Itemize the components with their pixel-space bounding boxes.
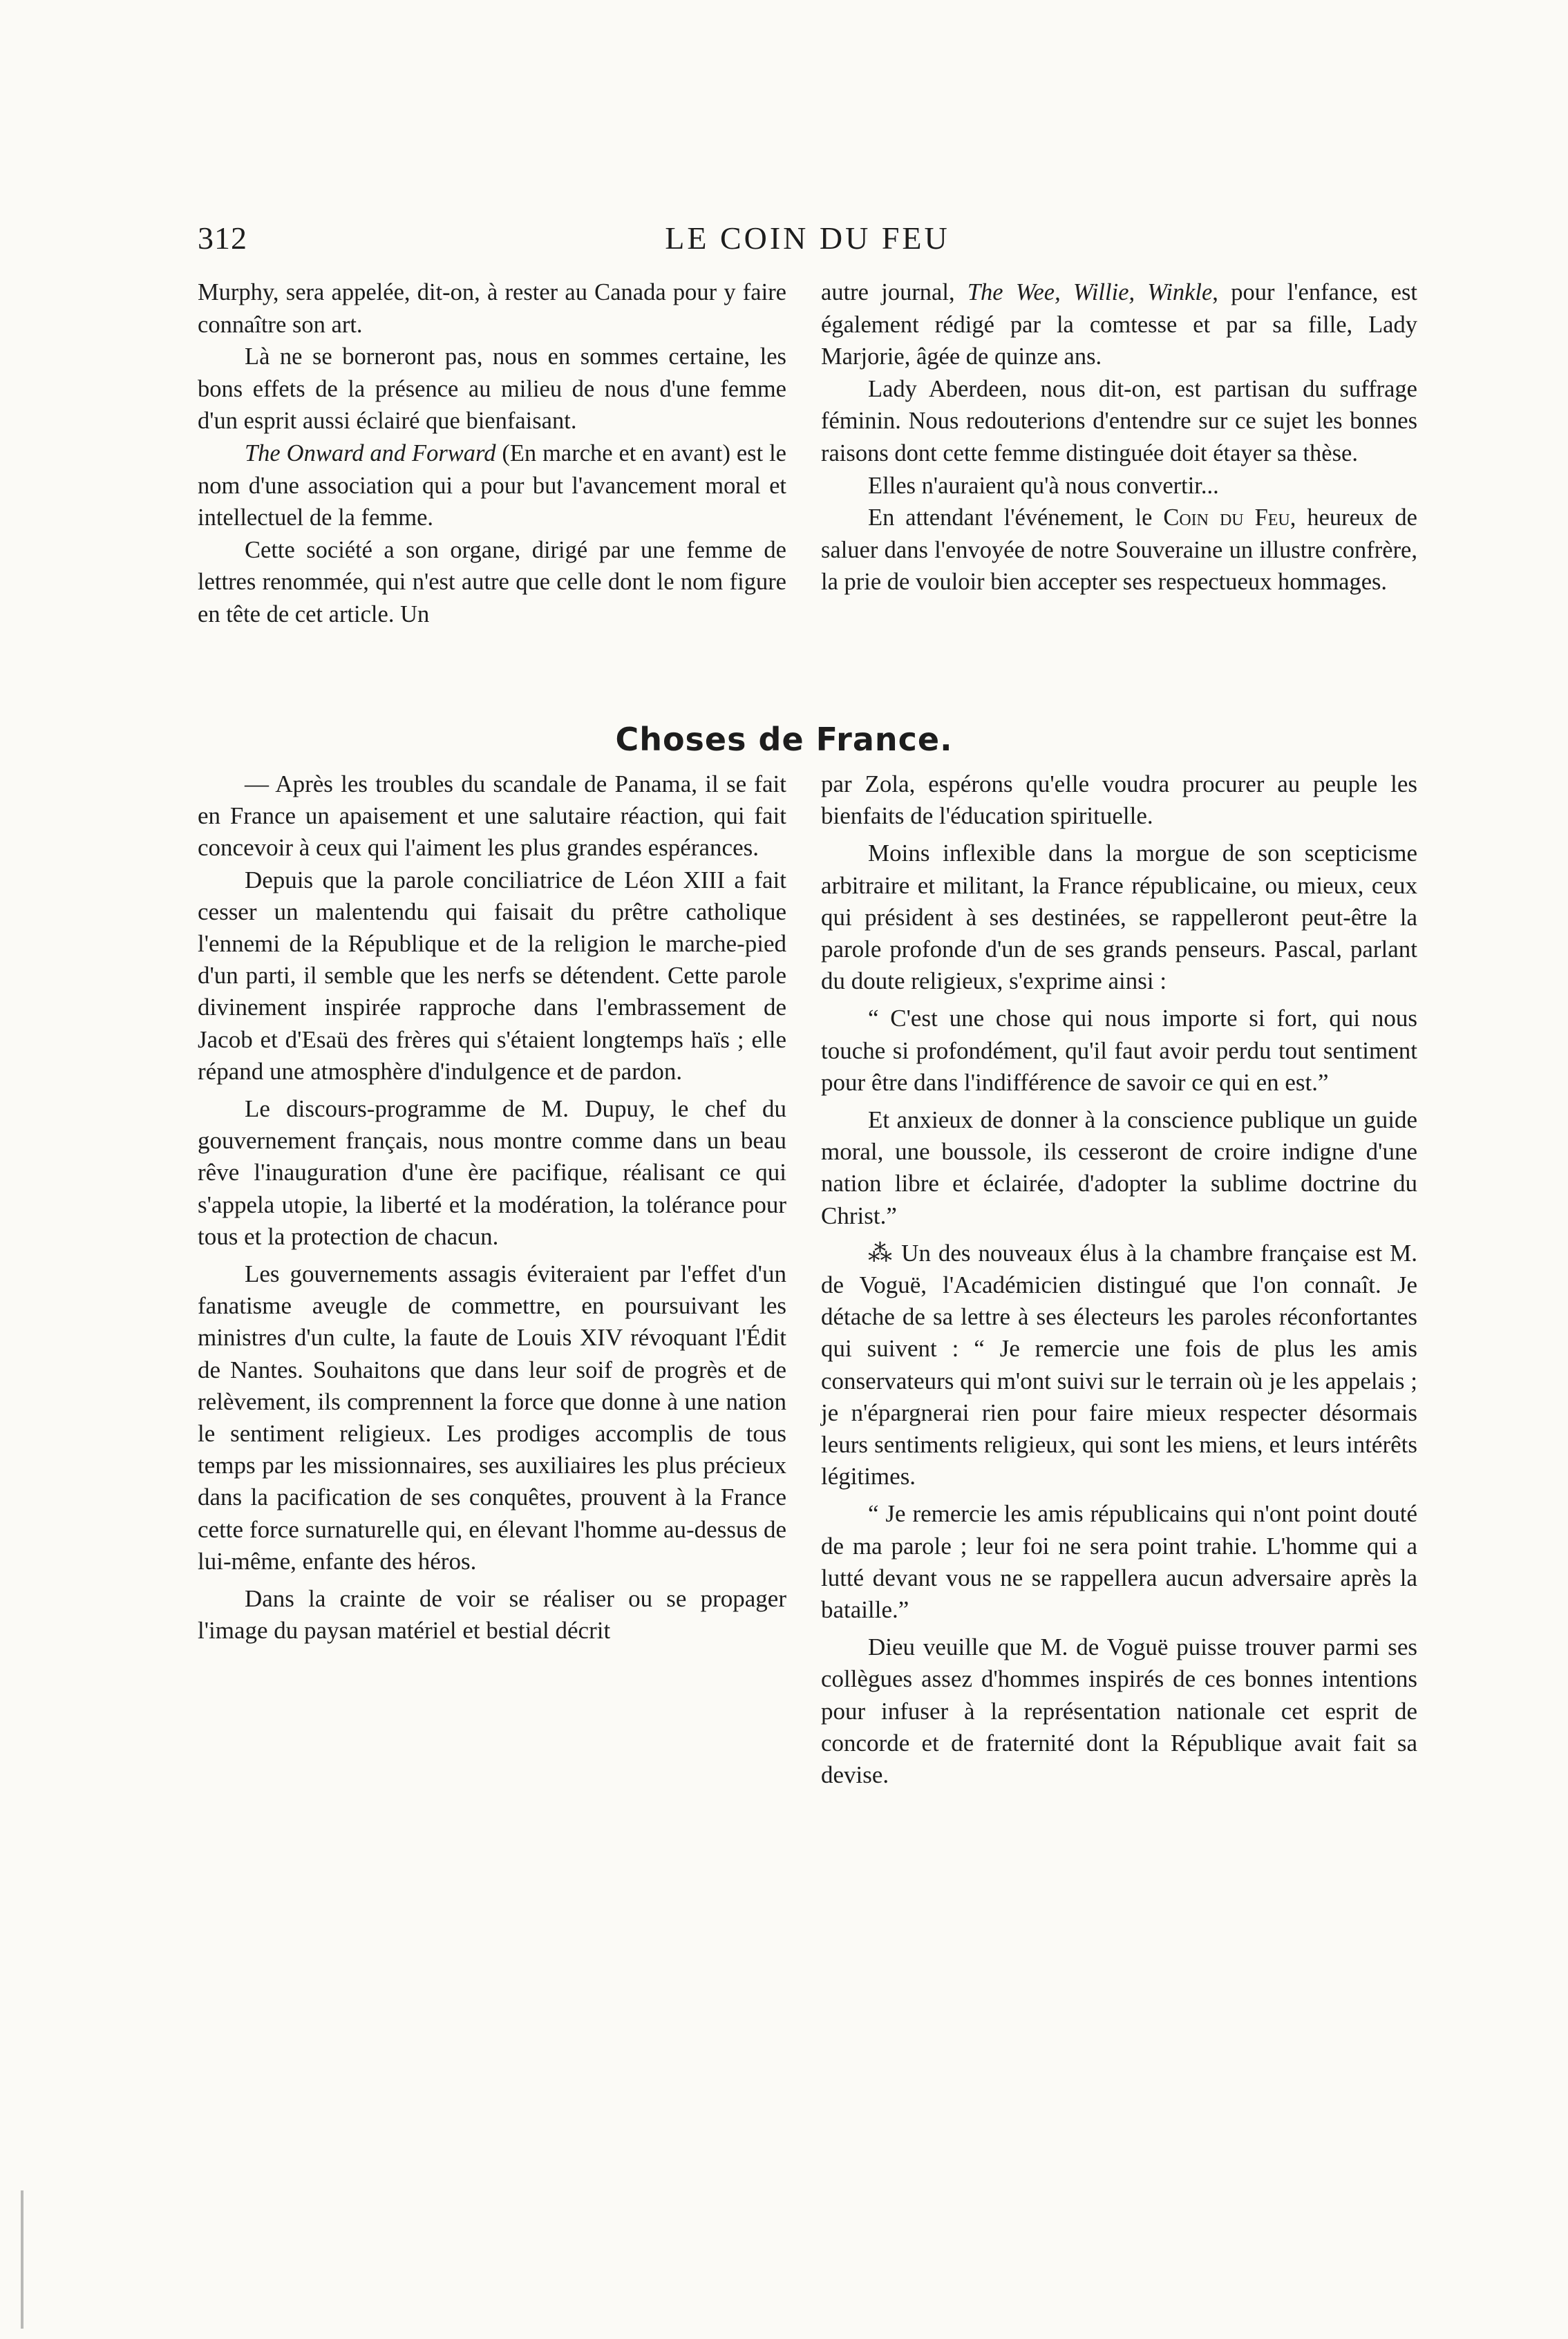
paragraph: Les gouvernements assagis éviteraient par l'effet d'un fanatisme aveugle de commettre, en poursuivant les ministres d'un culte, la faute de Louis XIV révoquant l'Édit de Nantes. Souhaitons que dans leur soif de progrès et de relèvement, ils comprennent la force que donne à une nation le sentiment religieux. Les prodiges accomplis de tous temps par les missionnaires, ses auxiliaires les plus précieux dans la pacification de ses conquêtes, prouvent à la France cette force surnaturelle qui, en élevant l'homme au-dessus de lui-même, enfante des héros. <box>198 1260 786 1575</box>
paragraph: Et anxieux de donner à la conscience publique un guide moral, une boussole, ils cesseront de croire indigne d'une nation libre et éclairée, d'adopter la sublime doctrine du Christ.” <box>821 1106 1417 1229</box>
running-title: LE COIN DU FEU <box>665 220 950 256</box>
binding-mark <box>21 2190 23 2329</box>
article-end-left-column <box>198 276 786 631</box>
paragraph: Là ne se borneront pas, nous en sommes certaine, les bons effets de la présence au milieu de nous d'une femme d'un esprit aussi éclairé que bienfaisant. <box>198 343 786 435</box>
onward-text: (En marche et en avant) est le nom d'une association qui a pour but l'avancement moral et intellectuel de la femme. <box>198 439 786 531</box>
paragraph: Le discours-programme de M. Dupuy, le chef du gouvernement français, nous montre comme dans un beau rêve l'inauguration d'une ère pacifique, réalisant ce qui s'appela utopie, la liberté et la modération, la tolérance pour tous et la protection de chacun. <box>198 1095 786 1250</box>
journal-name: Coin du Feu <box>1163 504 1290 531</box>
paragraph-wee-willie: autre journal, The Wee, Willie, Winkle, pour l'enfance, est également rédigé par la comtesse et par sa fille, Lady Marjorie, âgée de quinze ans. <box>821 279 1418 370</box>
paragraph: Depuis que la parole conciliatrice de Léon XIII a fait cesser un malentendu qui faisait du prêtre catholique l'ennemi de la République et de la religion le marche-pied d'un parti, il semble que les nerfs se détendent. Cette parole divinement inspirée rapproche dans l'embrassement de Jacob et d'Esaü des frères qui s'étaient longtemps haïs ; elle répand une atmosphère d'indulgence et de pardon. <box>198 866 786 1085</box>
paragraph: Cette société a son organe, dirigé par une femme de lettres renommée, qui n'est autre que celle dont le nom figure en tête de cet article. Un <box>198 536 786 627</box>
paragraph: Elles n'auraient qu'à nous convertir... <box>868 472 1219 499</box>
article-end-right-column <box>821 276 1417 598</box>
paragraph: Dieu veuille que M. de Voguë puisse trouver parmi ses collègues assez d'hommes inspirés de ces bonnes intentions pour infuser à la représentation nationale cet esprit de concorde et de fraternité dont la République avait fait sa devise. <box>821 1633 1417 1789</box>
quote-paragraph: “ C'est une chose qui nous importe si fort, qui nous touche si profondément, qu'il faut avoir perdu tout sentiment pour être dans l'indifférence de savoir ce qui en est.” <box>821 1005 1417 1096</box>
paragraph-onward <box>198 437 786 534</box>
quote-paragraph: “ Je remercie les amis républicains qui n'ont point douté de ma parole ; leur foi ne sera point trahie. L'homme qui a lutté devant vous ne se rappellera aucun adversaire après la bataille.” <box>821 1500 1417 1624</box>
page-header <box>198 220 1417 261</box>
paragraph-closing: En attendant l'événement, le Coin du Feu, heureux de saluer dans l'envoyée de notre Souveraine un illustre confrère, la prie de vouloir bien accepter ses respectueux hommages. <box>821 504 1417 596</box>
section-title: Choses de France. <box>615 721 953 758</box>
paragraph: — Après les troubles du scandale de Panama, il se fait en France un apaisement et une salutaire réaction, qui fait concevoir à ceux qui l'aiment les plus grandes espérances. <box>198 770 786 862</box>
paragraph: Lady Aberdeen, nous dit-on, est partisan du suffrage féminin. Nous redouterions d'entendre sur ce sujet les bonnes raisons dont cette femme distinguée doit étayer sa thèse. <box>821 375 1417 466</box>
paragraph: ⁂ Un des nouveaux élus à la chambre française est M. de Voguë, l'Académicien distingué que l'on connaît. Je détache de sa lettre à ses électeurs les paroles réconfortantes qui suivent : “ Je remercie une fois de plus les amis conservateurs qui m'ont suivi sur le terrain où je les appelais ; je n'épargnerai rien pour faire mieux respecter désormais leurs sentiments religieux, qui sont les miens, et leurs intérêts légitimes. <box>821 1239 1417 1490</box>
paragraph: par Zola, espérons qu'elle voudra procurer au peuple les bienfaits de l'éducation spirituelle. <box>821 770 1417 830</box>
section-left-column <box>198 768 786 1647</box>
onward-title: The Onward and Forward <box>245 439 496 466</box>
paragraph: Moins inflexible dans la morgue de son scepticisme arbitraire et militant, la France républicaine, ou mieux, ceux qui président à ses destinées, se rappelleront peut-être la parole profonde d'un de ses grands penseurs. Pascal, parlant du doute religieux, s'exprime ainsi : <box>821 840 1417 995</box>
section-right-column <box>821 768 1417 1791</box>
paragraph: Dans la crainte de voir se réaliser ou se propager l'image du paysan matériel et bestial décrit <box>198 1585 786 1645</box>
wee-willie-title: The Wee, Willie, Winkle <box>967 279 1213 305</box>
paragraph: Murphy, sera appelée, dit-on, à rester au Canada pour y faire connaître son art. <box>198 279 786 338</box>
page-number: 312 <box>198 220 247 256</box>
